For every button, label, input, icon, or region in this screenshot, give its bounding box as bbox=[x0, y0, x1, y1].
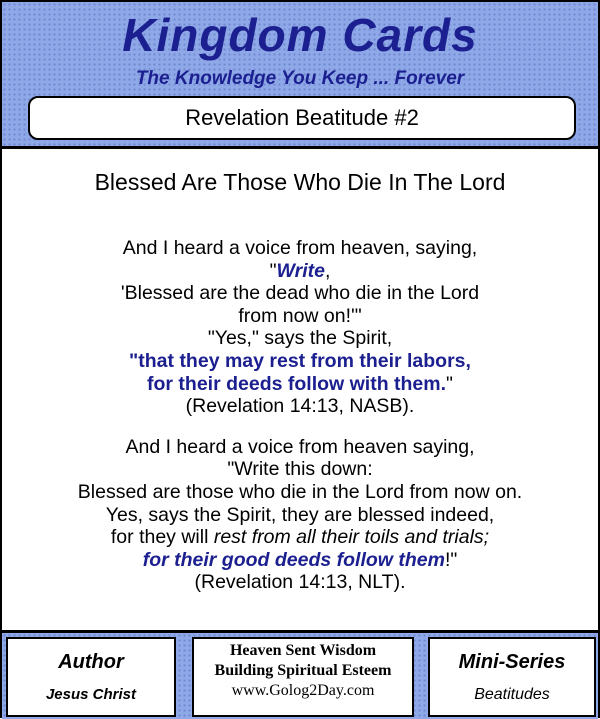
verse-reference: (Revelation 14:13, NLT). bbox=[194, 571, 406, 594]
verse-line bbox=[2, 526, 598, 549]
verse-line: 'Blessed are the dead who die in the Lord bbox=[120, 282, 480, 305]
quote-close: !" bbox=[444, 548, 458, 571]
verse-text bbox=[2, 237, 598, 594]
emphasis-write: Write bbox=[276, 259, 325, 282]
verse-line: "Yes," says the Spirit, bbox=[207, 327, 393, 350]
passage-gap bbox=[2, 418, 598, 436]
verse-emphasis: for their good deeds follow them bbox=[142, 548, 445, 571]
series-box bbox=[428, 637, 596, 717]
brand-subtitle: The Knowledge You Keep ... Forever bbox=[135, 68, 465, 89]
verse-line: "Write this down: bbox=[227, 458, 373, 481]
verse-line-emphasis: "that they may rest from their labors, bbox=[129, 349, 471, 372]
passage-nasb bbox=[2, 237, 598, 418]
card-heading: Blessed Are Those Who Die In The Lord bbox=[94, 169, 506, 195]
passage-nlt bbox=[2, 436, 598, 594]
verse-line bbox=[2, 373, 598, 396]
card-header bbox=[2, 2, 598, 149]
comma: , bbox=[324, 259, 331, 282]
author-name: Jesus Christ bbox=[45, 686, 137, 703]
publisher-line-1: Heaven Sent Wisdom bbox=[229, 642, 377, 659]
publisher-box bbox=[192, 637, 414, 717]
card-body bbox=[2, 149, 598, 631]
verse-reference: (Revelation 14:13, NASB). bbox=[185, 395, 415, 418]
topic-title: Revelation Beatitude #2 bbox=[28, 96, 576, 140]
author-label: Author bbox=[58, 651, 124, 673]
series-name: Beatitudes bbox=[474, 686, 550, 703]
author-box bbox=[6, 637, 176, 717]
verse-emphasis: for their deeds follow with them. bbox=[147, 372, 447, 395]
quote-open: " bbox=[269, 259, 277, 282]
verse-line: from now on!'" bbox=[238, 304, 362, 327]
card-footer bbox=[2, 630, 598, 719]
brand-title: Kingdom Cards bbox=[122, 9, 478, 61]
verse-line: Blessed are those who die in the Lord from now on. bbox=[77, 480, 523, 503]
publisher-line-2: Building Spiritual Esteem bbox=[214, 662, 392, 679]
verse-line: Yes, says the Spirit, they are blessed indeed, bbox=[105, 503, 495, 526]
verse-italic: rest from all their toils and trials; bbox=[213, 526, 490, 549]
verse-plain: for they will bbox=[110, 526, 214, 549]
verse-line bbox=[2, 260, 598, 283]
verse-line bbox=[2, 549, 598, 572]
publisher-website: www.Golog2Day.com bbox=[231, 682, 375, 699]
verse-line: And I heard a voice from heaven saying, bbox=[125, 435, 475, 458]
quote-close: " bbox=[446, 372, 453, 395]
verse-line: And I heard a voice from heaven, saying, bbox=[122, 237, 478, 259]
series-label: Mini-Series bbox=[458, 651, 566, 673]
